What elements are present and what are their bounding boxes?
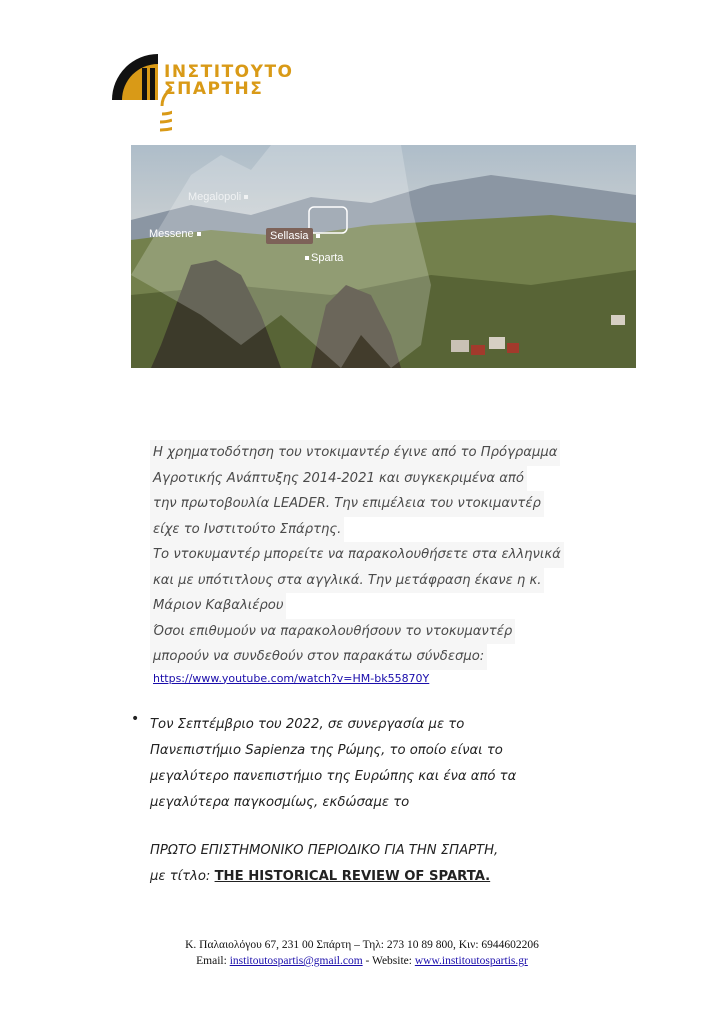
- email-link[interactable]: institoutospartis@gmail.com: [229, 955, 363, 967]
- bullet-line: Τον Σεπτέμβριο του 2022, σε συνεργασία με το: [150, 717, 465, 732]
- logo-line-1: ΙΝΣΤΙΤΟΥΤΟ: [164, 62, 294, 82]
- journal-heading: ΠΡΩΤΟ ΕΠΙΣΤΗΜΟΝΙΚΟ ΠΕΡΙΟΔΙΚΟ ΓΙΑ ΤΗΝ ΣΠΑΡΤΗ,: [150, 843, 499, 858]
- email-label: Email:: [196, 955, 230, 967]
- paragraph-line: την πρωτοβουλία LEADER. Την επιμέλεια του ντοκιμαντέρ: [150, 491, 544, 517]
- landscape-illustration: [131, 145, 636, 368]
- paragraph-line: Η χρηματοδότηση του ντοκιμαντέρ έγινε από το Πρόγραμμα: [150, 440, 560, 466]
- footer-address: Κ. Παλαιολόγου 67, 231 00 Σπάρτη – Τηλ: 273 10 89 800, Κιν: 6944602206: [185, 939, 539, 951]
- map-label-messene: Messene: [149, 228, 201, 240]
- paragraph-line: είχε το Ινστιτούτο Σπάρτης.: [150, 517, 344, 543]
- footer: [0, 937, 724, 969]
- journal-title-prefix: με τίτλο:: [150, 869, 215, 884]
- paragraph-line: μπορούν να συνδεθούν στον παρακάτω σύνδεσμο:: [150, 644, 487, 670]
- bullet-icon: •: [131, 711, 140, 727]
- map-label-megalopoli: Megalopoli: [188, 191, 248, 203]
- bullet-line: μεγαλύτερο πανεπιστήμιο της Ευρώπης και ένα από τα: [150, 769, 517, 784]
- journal-title-line: [150, 864, 630, 890]
- institute-logo: [112, 50, 294, 132]
- landscape-map-photo: [131, 145, 636, 368]
- logo-text: [164, 64, 294, 98]
- website-link[interactable]: www.institoutospartis.gr: [414, 955, 528, 967]
- map-label-sellasia: Sellasia: [266, 230, 320, 242]
- logo-line-2: ΣΠΑΡΤΗΣ: [164, 79, 264, 99]
- youtube-link[interactable]: https://www.youtube.com/watch?v=HM-bk55870Y: [153, 671, 430, 685]
- footer-contact: [0, 953, 724, 969]
- journal-title: THE HISTORICAL REVIEW OF SPARTA.: [214, 869, 491, 884]
- logo-emblem-icon: [112, 50, 172, 132]
- documentary-paragraph: [150, 440, 620, 688]
- journal-title-block: [150, 838, 630, 890]
- paragraph-line: Όσοι επιθυμούν να παρακολουθήσουν το ντοκυμαντέρ: [150, 619, 515, 645]
- paragraph-line: και με υπότιτλους στα αγγλικά. Την μετάφραση έκανε η κ.: [150, 568, 544, 594]
- bullet-line: μεγαλύτερα παγκοσμίως, εκδώσαμε το: [150, 795, 410, 810]
- paragraph-line: Το ντοκυμαντέρ μπορείτε να παρακολουθήσετε στα ελληνικά: [150, 542, 564, 568]
- bullet-line: Πανεπιστήμιο Sapienza της Ρώμης, το οποίο είναι το: [150, 743, 503, 758]
- paragraph-line: Μάριον Καβαλιέρου: [150, 593, 286, 619]
- bullet-paragraph: [150, 712, 620, 816]
- map-label-sparta: Sparta: [305, 252, 343, 264]
- paragraph-line: Αγροτικής Ανάπτυξης 2014-2021 και συγκεκριμένα από: [150, 466, 527, 492]
- website-label: - Website:: [362, 955, 415, 967]
